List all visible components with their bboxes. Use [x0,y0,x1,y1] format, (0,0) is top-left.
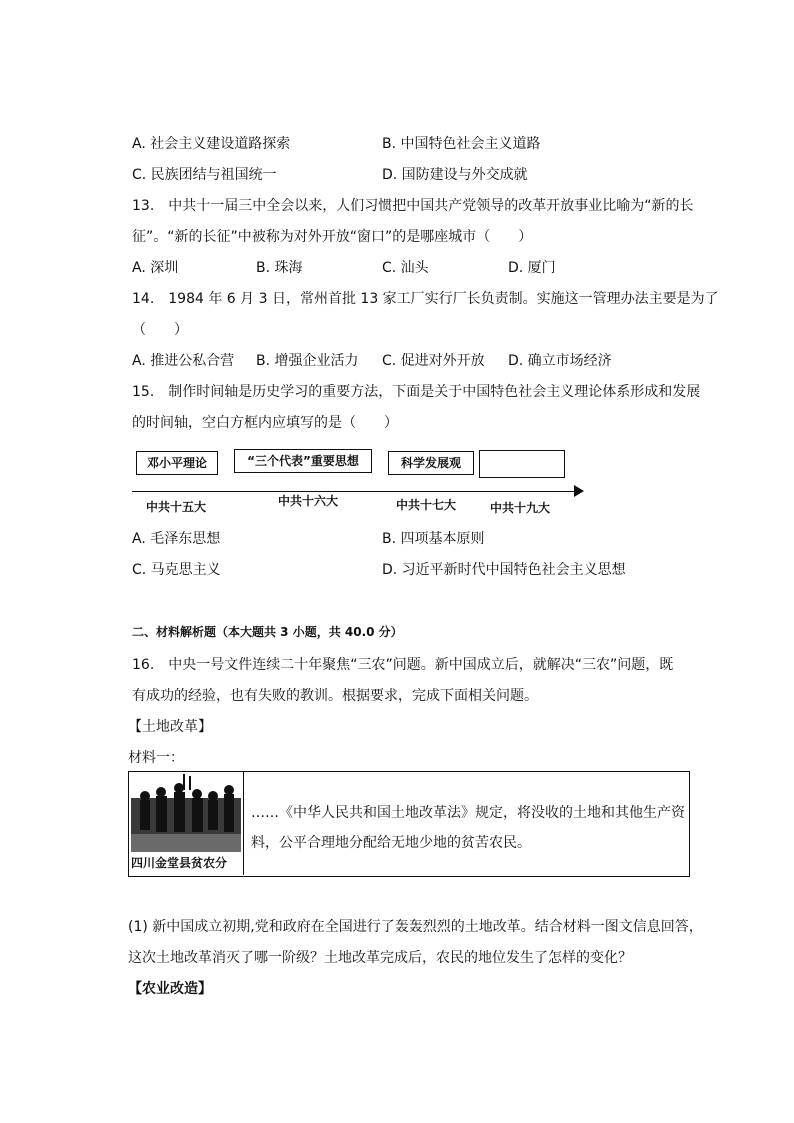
material1-table [128,771,690,877]
timeline-label-16th-congress: 中共十六大 [278,494,339,508]
q12-option-a: A. 社会主义建设道路探索 [132,136,291,152]
q15-stem-line1: 15. 制作时间轴是历史学习的重要方法，下面是关于中国特色社会主义理论体系形成和发展 [132,384,701,400]
q14-option-c: C. 促进对外开放 [382,353,485,369]
q13-option-b: B. 珠海 [256,260,303,276]
timeline-label-17th-congress: 中共十七大 [396,498,457,512]
timeline-box-deng-xiaoping-theory: 邓小平理论 [136,451,218,475]
q14-option-a: A. 推进公私合营 [132,353,235,369]
q13-option-a: A. 深圳 [132,260,179,276]
q16-sub1-line2: 这次土地改革消灭了哪一阶级？土地改革完成后，农民的地位发生了怎样的变化？ [128,950,632,966]
q14-stem-line2: （ ） [132,322,188,338]
q15-option-d: D. 习近平新时代中国特色社会主义思想 [382,562,626,578]
q16-material1-label: 材料一： [128,750,184,766]
q16-heading-agriculture-transformation: 【农业改造】 [128,981,212,997]
q13-option-d: D. 厦门 [508,260,556,276]
q16-sub1-line1: (1) 新中国成立初期,党和政府在全国进行了轰轰烈烈的土地改革。结合材料一图文信息回答， [128,919,703,935]
q15-option-b: B. 四项基本原则 [382,531,485,547]
q16-stem-line2: 有成功的经验，也有失败的教训。根据要求，完成下面相关问题。 [132,688,538,704]
q13-option-c: C. 汕头 [382,260,429,276]
q16-stem-line1: 16. 中央一号文件连续二十年聚焦“三农”问题。新中国成立后，就解决“三农”问题，既 [132,657,674,673]
timeline-label-15th-congress: 中共十五大 [146,500,207,514]
timeline-box-scientific-development: 科学发展观 [388,451,474,475]
q16-heading-land-reform: 【土地改革】 [128,719,212,735]
q13-stem-line1: 13. 中共十一届三中全会以来，人们习惯把中国共产党领导的改革开放事业比喻为“新的长 [132,198,694,214]
q15-stem-line2: 的时间轴，空白方框内应填写的是（ ） [132,415,398,431]
timeline-arrow-icon [574,485,584,497]
q13-stem-line2: 征”。“新的长征”中被称为对外开放“窗口”的是哪座城市（ ） [132,229,533,245]
q12-option-b: B. 中国特色社会主义道路 [382,136,541,152]
q14-option-b: B. 增强企业活力 [256,353,359,369]
material1-photo-cell [129,772,244,875]
photo-caption: 四川金堂县贫农分 [131,856,228,870]
q15-option-a: A. 毛泽东思想 [132,531,221,547]
q15-timeline [128,448,588,518]
material1-text: ……《中华人民共和国土地改革法》规定，将没收的土地和其他生产资料，公平合理地分配给无地少地的贫苦农民。 [251,805,685,851]
timeline-axis [132,491,576,492]
farmers-photo [131,774,241,852]
timeline-box-three-represents: “三个代表”重要思想 [234,449,372,473]
timeline-label-19th-congress: 中共十九大 [490,501,551,515]
section-title: 二、材料解析题（本大题共 3 小题，共 40.0 分） [132,625,403,639]
q12-option-d: D. 国防建设与外交成就 [382,167,528,183]
q14-option-d: D. 确立市场经济 [508,353,612,369]
timeline-box-blank [479,450,565,478]
q12-option-c: C. 民族团结与祖国统一 [132,167,277,183]
q14-stem-line1: 14. 1984 年 6 月 3 日，常州首批 13 家工厂实行厂长负责制。实施这一管理办法主要是为了 [132,291,719,307]
q15-option-c: C. 马克思主义 [132,562,221,578]
